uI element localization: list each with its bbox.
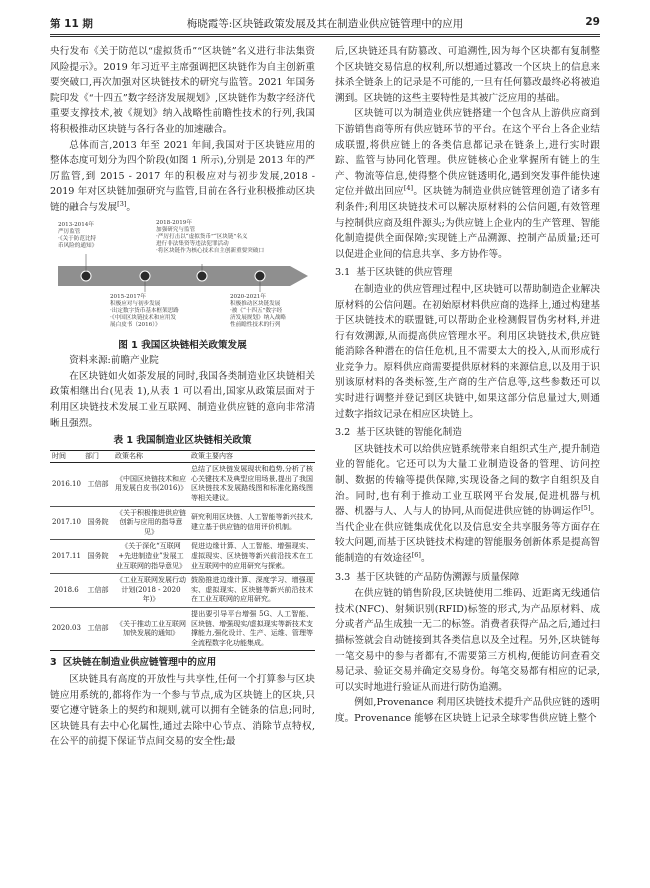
paragraph: 在制造业的供应管理过程中,区块链可以帮助制造企业解决原材料的公信问题。在初始原材料供应商的选择上,通过构建基于区块链技术的联盟链,可以帮助企业检测假冒伪劣材料,并进行有效溯源,从而提高供应管理水平。利用区块链技术,供应链能消除各种潜在的信任危机,且不需要太大的投入,从而形成行业竞争力。原料供应商需要提供原材料的来源信息,以及用于识别该原材料的各类标签,生产商的生产信息等,这些参数还可以实时进行调整并登记到区块链中,如果这部分信息量过大,则通过数字指纹记录在相应区块链上。 <box>335 283 600 420</box>
timeline-node <box>197 271 207 281</box>
page-number: 29 <box>585 16 600 28</box>
timeline-arrow <box>58 266 308 286</box>
citation: [6] <box>411 550 421 559</box>
figure-1 <box>50 218 315 336</box>
stage-label: 2013-2014年 严厉监管 ·《关于防范比特 币风险的通知》 <box>58 221 98 249</box>
header-rule <box>50 34 600 35</box>
paragraph: 总体而言,2013 年至 2021 年间,我国对于区块链应用的整体态度可划分为四个阶段(如图 1 所示),分别是 2013 年的严厉监管,到 2015 - 2017 年的积极应对与初步发展,2018 - 2019 年对区块链加强研究与监管,目前在各行业积极推动区块链的融合与发展[3]。 <box>50 139 315 213</box>
figure-caption: 图 1 我国区块链相关政策发展 <box>118 339 247 351</box>
table-row: 2017.10 国务院 《关于积极推进供应链创新与应用的指导意见》 研究利用区块链、人工智能等新兴技术,建立基于供应链的信用评价机制。 <box>50 506 315 540</box>
subsection-heading: 3.2 基于区块链的智能化制造 <box>335 427 462 439</box>
stage-label: 2018-2019年 加强研究与监管 ·严厉打击以“虚拟货币”“区块链”名义 进行非法集资等违法犯罪活动 ·将区块链作为核心技术自主创新重要突破口 <box>156 219 265 254</box>
timeline-node <box>140 271 150 281</box>
section-heading: 3 区块链在制造业供应链管理中的应用 <box>50 657 217 669</box>
table-row: 2018.6 工信部 《工业互联网发展行动计划(2018 - 2020年)》 鼓励推进边缘计算、深度学习、增强现实、虚拟现实、区块链等新兴前沿技术在工业互联网的应用研究。 <box>50 574 315 608</box>
table-row: 2020.03 工信部 《关于推动工业互联网加快发展的通知》 提出要引导平台增强 5G、人工智能、区块链、增强现实/虚拟现实等新技术支撑能力,强化设计、生产、运维、管理等全流程数字化功能集成。 <box>50 608 315 651</box>
paragraph: 区块链具有高度的开放性与共享性,任何一个打算参与区块链应用系统的,都将作为一个参与节点,成为区块链上的区块,只要它遵守链条上的契约和规则,就可以拥有全链条的信息;同时,区块链具有去中心化属性,通过去除中心节点、消除节点特权,在公平的前提下保证节点间交易的安全性;最 <box>50 673 315 748</box>
table-caption: 表 1 我国制造业区块链相关政策 <box>113 435 252 447</box>
table-header: 政策名称 <box>113 450 189 463</box>
subsection-heading: 3.3 基于区块链的产品防伪溯源与质量保障 <box>335 571 520 583</box>
citation: [3] <box>117 199 127 208</box>
figure-source: 资料来源:前瞻产业院 <box>69 355 159 367</box>
right-column <box>335 44 600 727</box>
stage-label: 2020-2021年 积极推动区块链发展 ·被《“十四五”数字经 济发展规划》纳入战略 性前瞻性技术的行列 <box>230 293 286 328</box>
paragraph: 央行发布《关于防范以“虚拟货币”“区块链”名义进行非法集资风险提示》。2019 年习近平主席强调把区块链作为自主创新重要突破口,再次加强对区块链技术的研究与监管。2021 年国务院印发《“十四五”数字经济发展规划》,区块链作为数字经济代重要支撑技术,被《规划》纳入战略性前瞻性技术的行列,我国将积极推动区块链与各行各业的加速融合。 <box>50 46 315 135</box>
paragraph: 在供应链的销售阶段,区块链使用二维码、近距离无线通信技术(NFC)、射频识别(RFID)标签的形式,为产品原材料、成分或者产品生成独一无二的标签。消费者获得产品之后,通过扫描标签就会自动链接到其各类信息以及全过程。另外,区块链每一笔交易中的参与者都有,不需要第三方机构,便能访问查看交易记录、验证交易并确定交易身份。每笔交易都有相应的记录,可以实时地进行验证从而进行防伪追溯。 <box>335 588 600 693</box>
running-title: 梅晓霞等:区块链政策发展及其在制造业供应链管理中的应用 <box>186 18 464 30</box>
table-row: 2016.10 工信部 《中国区块链技术和应用发展白皮书(2016)》 总结了区块链发展现状和趋势,分析了核心关键技术及典型应用场景,提出了我国区块链技术发展路线图和标准化路线图等相关建议。 <box>50 463 315 506</box>
running-header <box>50 16 600 34</box>
stage-label: 2015-2017年 积极应对与初步发展 ·出定数字货币基本框架思路 ·《中国区块链技术和应用发 展白皮书（2016）》 <box>110 293 179 328</box>
paragraph: 区块链技术可以给供应链系统带来自组织式生产,提升制造业的智能化。它还可以为大量工业制造设备的管理、访问控制、数据的传输等提供保障,实现设备之间的数字自组织及自治。同时,也有利于推动工业互联网平台发展,促进机器与机器、机器与人、人与人的协同,从而促进供应链的协调运作[5]。当代企业在供应链集成优化以及信息安全共享服务等方面存在较大问题,而基于区块链技术构建的智能服务创新体系是提高智能制造的有效途径[6]。 <box>335 443 600 564</box>
paragraph: 后,区块链还具有防篡改、可追溯性,因为每个区块都有复制整个区块链交易信息的权利,所以想通过篡改一个区块上的信息来抹杀全链条上的记录是不可能的,一旦有任何篡改最终必将被追溯到。区块链的这些主要特性是其被广泛应用的基础。 <box>335 46 600 104</box>
paragraph: 例如,Provenance 利用区块链技术提升产品供应链的透明度。Provenance 能够在区块链上记录全球零售供应链上整个 <box>335 697 600 724</box>
timeline-node <box>81 271 91 281</box>
table-header: 部门 <box>83 450 113 463</box>
policy-table <box>50 450 315 652</box>
header-rule-thin <box>50 36 600 37</box>
table-header: 时间 <box>50 450 83 463</box>
paragraph: 区块链可以为制造业供应链搭建一个包含从上游供应商到下游销售商等所有供应链环节的平台。在这个平台上各企业结成联盟,将供应链上的各类信息都记录在链条上,进行实时跟踪、监管与协同化管理。供应链核心企业掌握所有链上的生产、物流等信息,使得整个供应链透明化,遇到突发事件能快速定位并做出回应[4]。区块链为制造业供应链管理创造了诸多有利条件;利用区块链技术可以解决原材料的公信问题,有效管理与控制供应商及组件源头;为供应链上企业内的生产管理、智能化制造提供全面保障;实现链上产品溯源、控制产品质量;还可以促进企业间的信息共享、多方协作等。 <box>335 108 601 260</box>
citation: [4] <box>403 184 414 193</box>
paragraph: 在区块链如火如荼发展的同时,我国各类制造业区块链相关政策相继出台(见表 1),从表 1 可以看出,国家从政策层面对于利用区块链技术发展工业互联网、制造业供应链的意向非常清晰且强烈。 <box>50 370 315 429</box>
citation: [5] <box>581 504 591 513</box>
subsection-heading: 3.1 基于区块链的供应管理 <box>335 267 453 279</box>
left-column <box>50 44 315 750</box>
timeline-node <box>255 271 265 281</box>
table-header: 政策主要内容 <box>189 450 315 463</box>
table-row: 2017.11 国务院 《关于深化“互联网+先进制造业”发展工业互联网的指导意见》 促进边缘计算、人工智能、增强现实、虚拟现实、区块链等新兴前沿技术在工业互联网中的应用研究与探索。 <box>50 540 315 574</box>
issue-number: 第 11 期 <box>50 18 93 30</box>
